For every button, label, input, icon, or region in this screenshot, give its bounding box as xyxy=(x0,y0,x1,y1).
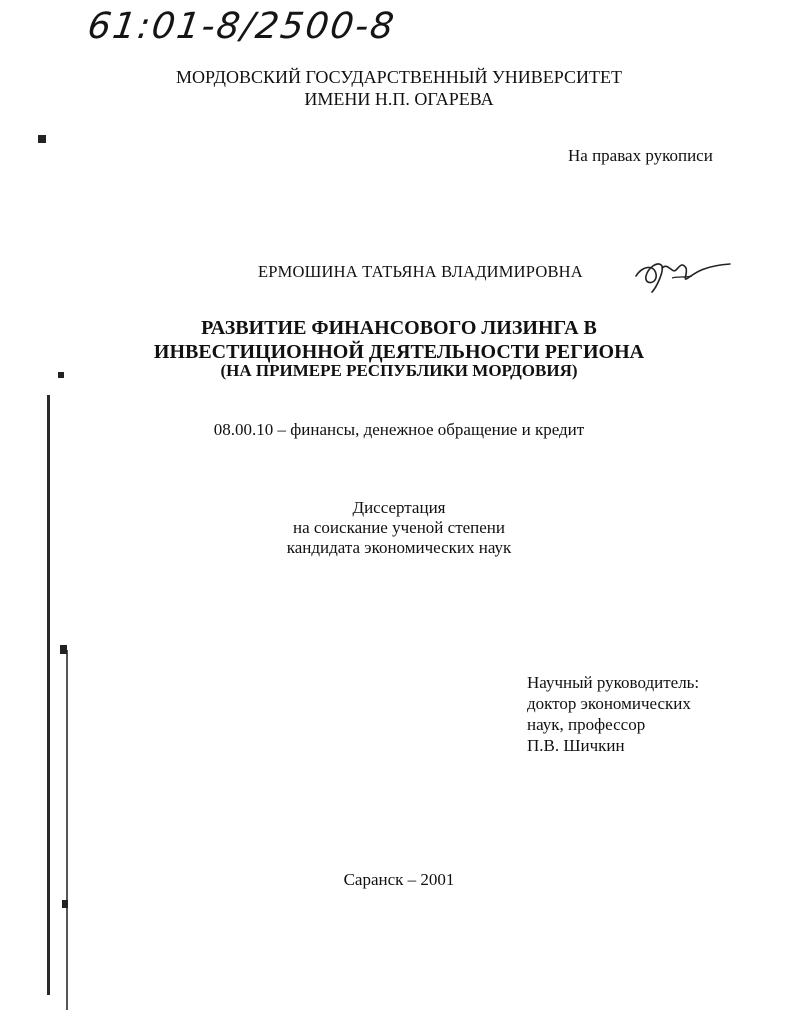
author-signature xyxy=(632,248,732,298)
title-line-2: ИНВЕСТИЦИОННОЙ ДЕЯТЕЛЬНОСТИ РЕГИОНА xyxy=(153,341,645,363)
dissertation-title xyxy=(0,316,798,364)
advisor-name: П.В. Шичкин xyxy=(527,736,625,755)
scientific-advisor xyxy=(527,672,699,756)
specialty-code: 08.00.10 – финансы, денежное обращение и кредит xyxy=(213,420,585,439)
scan-mark xyxy=(38,135,46,143)
degree-line-2: на соискание ученой степени xyxy=(292,518,506,537)
scan-mark xyxy=(62,900,68,908)
advisor-degree-1: доктор экономических xyxy=(527,694,691,713)
scan-margin-line xyxy=(66,650,68,1010)
advisor-degree-2: наук, профессор xyxy=(527,715,646,734)
advisor-label: Научный руководитель: xyxy=(527,673,700,692)
dissertation-degree xyxy=(0,498,798,558)
university-name xyxy=(0,66,798,110)
manuscript-rights: На правах рукописи xyxy=(568,146,713,165)
scan-margin-line xyxy=(47,395,50,995)
title-line-1: РАЗВИТИЕ ФИНАНСОВОГО ЛИЗИНГА В xyxy=(201,317,597,339)
degree-line-3: кандидата экономических наук xyxy=(286,538,512,557)
author-name: ЕРМОШИНА ТАТЬЯНА ВЛАДИМИРОВНА xyxy=(258,262,583,281)
archive-number: 61:01-8/2500-8 xyxy=(85,6,399,47)
city-year: Саранск – 2001 xyxy=(343,870,455,889)
university-line-2: ИМЕНИ Н.П. ОГАРЕВА xyxy=(304,89,494,109)
degree-line-1: Диссертация xyxy=(352,498,446,517)
dissertation-subtitle: (НА ПРИМЕРЕ РЕСПУБЛИКИ МОРДОВИЯ) xyxy=(220,361,578,380)
university-line-1: МОРДОВСКИЙ ГОСУДАРСТВЕННЫЙ УНИВЕРСИТЕТ xyxy=(176,67,622,87)
scan-mark xyxy=(60,645,67,654)
